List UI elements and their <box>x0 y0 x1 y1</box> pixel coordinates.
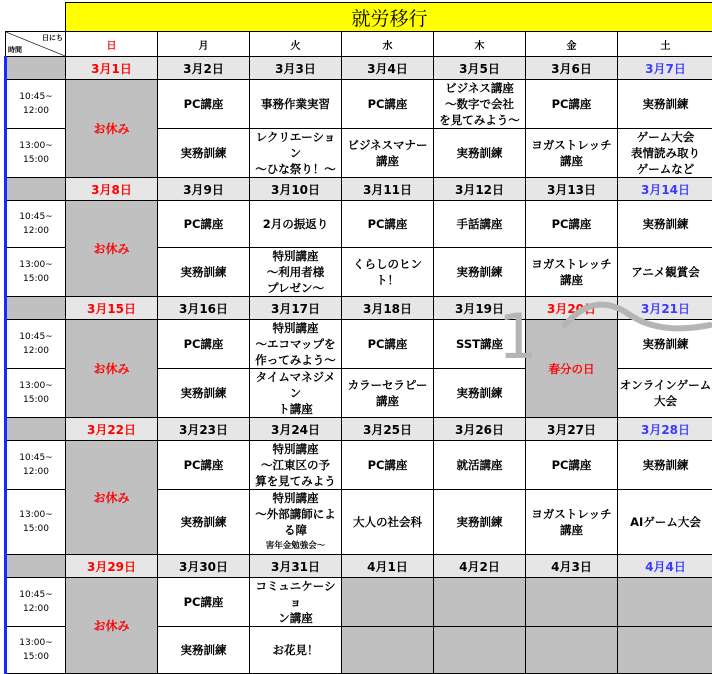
activity-cell: 手話講座 <box>434 201 526 248</box>
date-cell: 3月15日 <box>66 297 158 320</box>
slot-row-am <box>6 441 712 490</box>
activity-cell <box>342 129 434 178</box>
cell-line: ～数字で会社 <box>434 96 525 112</box>
time-cell <box>6 369 66 418</box>
cell-line: を見てみよう～ <box>434 112 525 128</box>
date-row-blank <box>6 57 66 80</box>
date-cell: 3月13日 <box>526 178 618 201</box>
date-cell: 3月29日 <box>66 555 158 578</box>
time-text: 10:45~ <box>7 210 65 224</box>
date-cell: 3月2日 <box>158 57 250 80</box>
sunday-holiday-cell: お休み <box>66 441 158 555</box>
activity-cell <box>434 627 526 674</box>
time-text: 12:00 <box>7 465 65 479</box>
activity-cell: SST講座 <box>434 320 526 369</box>
date-cell: 3月22日 <box>66 418 158 441</box>
date-cell: 3月14日 <box>618 178 712 201</box>
cell-line: 作ってみよう～ <box>250 352 341 368</box>
cell-line: オンラインゲーム <box>618 377 712 393</box>
date-cell: 3月3日 <box>250 57 342 80</box>
cell-line: レクリエーション <box>250 129 341 161</box>
time-cell <box>6 627 66 674</box>
date-cell: 4月2日 <box>434 555 526 578</box>
cell-line: ～ひな祭り！～ <box>250 161 341 177</box>
page-number-text: 1 <box>498 300 537 373</box>
title-row <box>6 3 712 32</box>
date-row-blank <box>6 178 66 201</box>
time-cell <box>6 201 66 248</box>
time-text: 12:00 <box>7 224 65 238</box>
time-text: 12:00 <box>7 104 65 118</box>
cell-line: ヨガストレッチ <box>526 256 617 272</box>
weekday-6: 土 <box>618 32 712 57</box>
activity-cell <box>618 369 712 418</box>
activity-cell <box>250 441 342 490</box>
weekday-4: 木 <box>434 32 526 57</box>
date-cell: 3月17日 <box>250 297 342 320</box>
slot-row-am <box>6 80 712 129</box>
time-cell <box>6 490 66 555</box>
time-text: 13:00~ <box>7 258 65 272</box>
activity-cell: PC講座 <box>158 441 250 490</box>
date-cell: 4月3日 <box>526 555 618 578</box>
date-cell: 3月26日 <box>434 418 526 441</box>
header-time-label: 時間 <box>8 45 22 55</box>
activity-cell: AIゲーム大会 <box>618 490 712 555</box>
cell-line: ビジネスマナー <box>342 137 433 153</box>
date-row <box>6 418 712 441</box>
date-cell: 3月24日 <box>250 418 342 441</box>
time-text: 13:00~ <box>7 636 65 650</box>
cell-line: 講座 <box>526 153 617 169</box>
activity-cell <box>526 578 618 627</box>
date-row <box>6 178 712 201</box>
activity-cell <box>250 369 342 418</box>
time-text: 15:00 <box>7 393 65 407</box>
cell-line: ヨガストレッチ <box>526 137 617 153</box>
date-cell: 3月18日 <box>342 297 434 320</box>
cell-line: カラーセラピー <box>342 377 433 393</box>
activity-cell <box>526 627 618 674</box>
date-cell: 3月16日 <box>158 297 250 320</box>
cell-line: 講座 <box>526 522 617 538</box>
cell-line: 講座 <box>342 393 433 409</box>
date-cell: 3月6日 <box>526 57 618 80</box>
date-cell: 3月23日 <box>158 418 250 441</box>
date-row <box>6 297 712 320</box>
activity-cell: PC講座 <box>342 320 434 369</box>
activity-cell: 実務訓練 <box>434 248 526 297</box>
date-cell: 3月20日 <box>526 297 618 320</box>
slot-row-am <box>6 578 712 627</box>
activity-cell: 実務訓練 <box>618 201 712 248</box>
time-text: 13:00~ <box>7 139 65 153</box>
activity-cell: 大人の社会科 <box>342 490 434 555</box>
date-row-blank <box>6 418 66 441</box>
activity-cell: PC講座 <box>158 320 250 369</box>
sunday-holiday-cell: お休み <box>66 578 158 674</box>
day-time-header <box>6 32 66 57</box>
time-text: 10:45~ <box>7 330 65 344</box>
holiday-cell: 春分の日 <box>526 320 618 418</box>
weekday-5: 金 <box>526 32 618 57</box>
cell-line: 特別講座 <box>250 320 341 336</box>
date-row <box>6 57 712 80</box>
time-text: 15:00 <box>7 522 65 536</box>
weekday-3: 水 <box>342 32 434 57</box>
time-text: 15:00 <box>7 153 65 167</box>
activity-cell: PC講座 <box>526 441 618 490</box>
cell-line: ト講座 <box>250 401 341 417</box>
activity-cell: 実務訓練 <box>618 441 712 490</box>
activity-cell: お花見！ <box>250 627 342 674</box>
cell-line: ビジネス講座 <box>434 80 525 96</box>
activity-cell: PC講座 <box>158 578 250 627</box>
cell-line: 講座 <box>342 153 433 169</box>
cell-line: ～利用者様 <box>250 264 341 280</box>
activity-cell <box>250 578 342 627</box>
activity-cell: PC講座 <box>158 201 250 248</box>
activity-cell: 実務訓練 <box>158 129 250 178</box>
activity-cell: 2月の振返り <box>250 201 342 248</box>
activity-cell: 実務訓練 <box>434 490 526 555</box>
activity-cell: 実務訓練 <box>158 490 250 555</box>
weekday-1: 月 <box>158 32 250 57</box>
time-text: 15:00 <box>7 272 65 286</box>
time-text: 15:00 <box>7 650 65 664</box>
time-text: 10:45~ <box>7 588 65 602</box>
date-cell: 3月11日 <box>342 178 434 201</box>
activity-cell: PC講座 <box>342 441 434 490</box>
activity-cell <box>342 578 434 627</box>
cell-line: ゲーム大会 <box>618 129 712 145</box>
cell-line: タイムマネジメン <box>250 369 341 401</box>
date-cell: 3月1日 <box>66 57 158 80</box>
activity-cell <box>250 320 342 369</box>
date-cell: 3月21日 <box>618 297 712 320</box>
activity-cell <box>526 490 618 555</box>
cell-line: ヨガストレッチ <box>526 506 617 522</box>
activity-cell: PC講座 <box>158 80 250 129</box>
activity-cell: PC講座 <box>526 80 618 129</box>
time-cell <box>6 441 66 490</box>
date-cell: 3月10日 <box>250 178 342 201</box>
activity-cell <box>618 627 712 674</box>
activity-cell <box>526 129 618 178</box>
activity-cell <box>618 578 712 627</box>
date-cell: 4月4日 <box>618 555 712 578</box>
activity-cell <box>434 578 526 627</box>
cell-line: ～エコマップを <box>250 336 341 352</box>
slot-row-am <box>6 201 712 248</box>
time-text: 13:00~ <box>7 508 65 522</box>
cell-line: 表情読み取り <box>618 145 712 161</box>
cell-line: 講座 <box>526 272 617 288</box>
date-cell: 3月25日 <box>342 418 434 441</box>
time-text: 10:45~ <box>7 90 65 104</box>
date-cell: 3月31日 <box>250 555 342 578</box>
date-cell: 3月28日 <box>618 418 712 441</box>
time-cell <box>6 578 66 627</box>
activity-cell: 実務訓練 <box>618 320 712 369</box>
time-text: 12:00 <box>7 344 65 358</box>
activity-cell: PC講座 <box>342 201 434 248</box>
time-text: 10:45~ <box>7 451 65 465</box>
page-title: 就労移行 <box>66 3 712 32</box>
activity-cell <box>250 490 342 555</box>
date-cell: 3月12日 <box>434 178 526 201</box>
activity-cell: 実務訓練 <box>618 80 712 129</box>
activity-cell <box>526 248 618 297</box>
date-cell: 3月9日 <box>158 178 250 201</box>
time-text: 12:00 <box>7 602 65 616</box>
activity-cell: 実務訓練 <box>158 369 250 418</box>
time-cell <box>6 248 66 297</box>
activity-cell: 事務作業実習 <box>250 80 342 129</box>
activity-cell: 実務訓練 <box>434 129 526 178</box>
date-cell: 3月8日 <box>66 178 158 201</box>
date-cell: 3月7日 <box>618 57 712 80</box>
date-cell: 3月4日 <box>342 57 434 80</box>
cell-line: 特別講座 <box>250 248 341 264</box>
activity-cell <box>250 129 342 178</box>
cell-line: 特別講座 <box>250 441 341 457</box>
cell-line: コミュニケーショ <box>250 578 341 610</box>
cell-line: ン講座 <box>250 610 341 626</box>
activity-cell: 就活講座 <box>434 441 526 490</box>
activity-cell <box>342 369 434 418</box>
cell-line: ～外部講師による障 <box>250 506 341 538</box>
time-cell <box>6 320 66 369</box>
activity-cell <box>342 627 434 674</box>
activity-cell <box>618 129 712 178</box>
date-cell: 3月27日 <box>526 418 618 441</box>
sunday-holiday-cell: お休み <box>66 201 158 297</box>
activity-cell: くらしのヒント！ <box>342 248 434 297</box>
date-row-blank <box>6 297 66 320</box>
date-cell: 3月19日 <box>434 297 526 320</box>
sunday-holiday-cell: お休み <box>66 80 158 178</box>
time-text: 13:00~ <box>7 379 65 393</box>
activity-cell: 実務訓練 <box>434 369 526 418</box>
activity-cell: 実務訓練 <box>158 248 250 297</box>
activity-cell: アニメ観賞会 <box>618 248 712 297</box>
activity-cell: 実務訓練 <box>158 627 250 674</box>
time-cell <box>6 129 66 178</box>
weekday-0: 日 <box>66 32 158 57</box>
date-cell: 4月1日 <box>342 555 434 578</box>
date-cell: 3月30日 <box>158 555 250 578</box>
header-day-label: 日にち <box>42 33 63 43</box>
date-row <box>6 555 712 578</box>
cell-line: 大会 <box>618 393 712 409</box>
activity-cell: PC講座 <box>526 201 618 248</box>
activity-cell: PC講座 <box>342 80 434 129</box>
date-cell: 3月5日 <box>434 57 526 80</box>
cell-line: ゲームなど <box>618 161 712 177</box>
activity-cell <box>250 248 342 297</box>
slot-row-am <box>6 320 712 369</box>
weekday-row <box>6 32 712 57</box>
cell-line: 特別講座 <box>250 490 341 506</box>
title-corner <box>6 3 66 32</box>
date-row-blank <box>6 555 66 578</box>
schedule-table <box>4 2 712 674</box>
time-cell <box>6 80 66 129</box>
cell-line: ～江東区の予 <box>250 457 341 473</box>
cell-line: 害年金勉強会～ <box>250 538 341 554</box>
sunday-holiday-cell: お休み <box>66 320 158 418</box>
cell-line: プレゼン～ <box>250 280 341 296</box>
weekday-2: 火 <box>250 32 342 57</box>
cell-line: 算を見てみよう <box>250 473 341 489</box>
activity-cell <box>434 80 526 129</box>
